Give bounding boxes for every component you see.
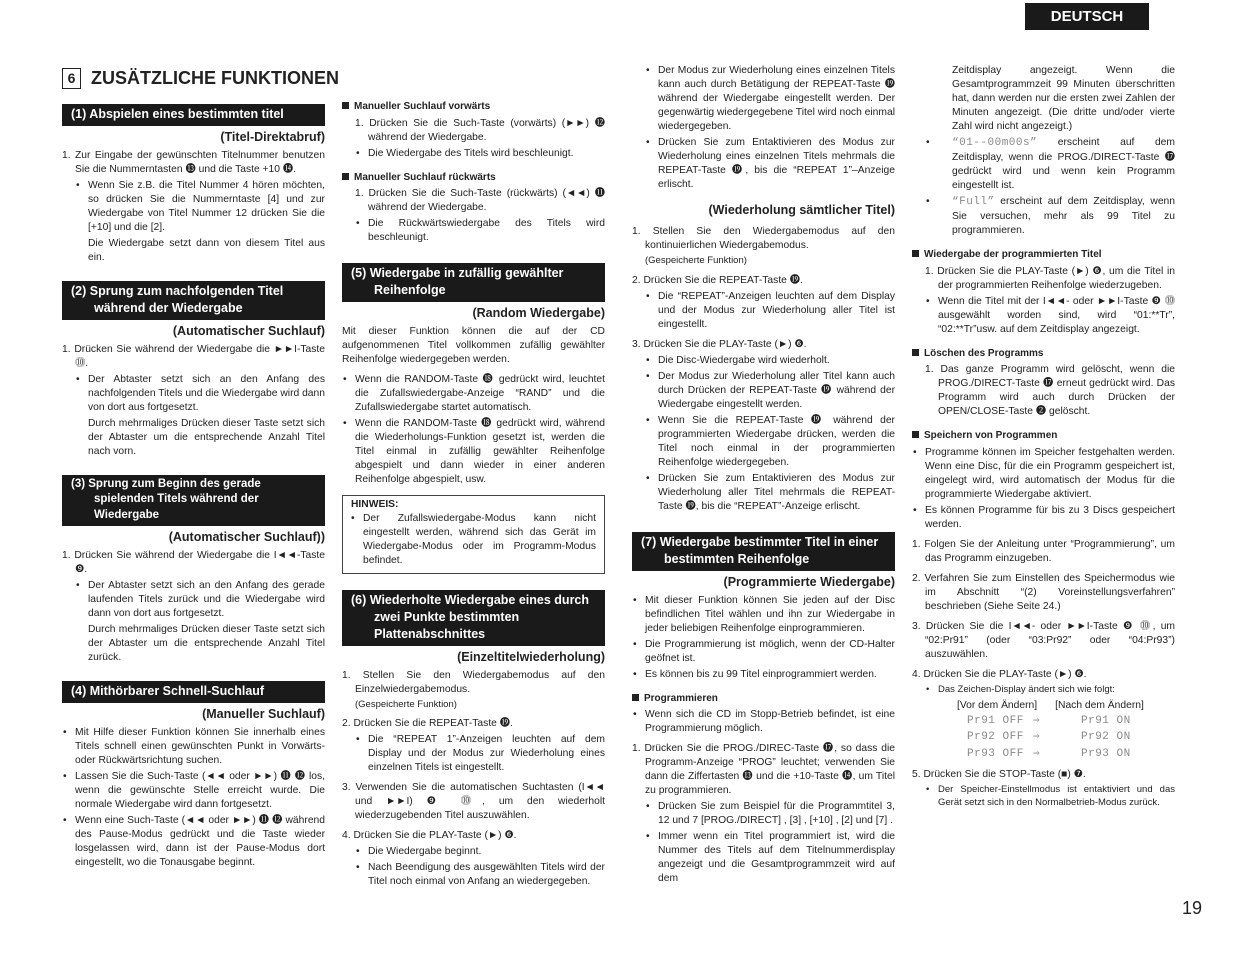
display-row (912, 746, 1175, 763)
arrow-icon: ⇒ (1033, 747, 1041, 760)
note-heading: HINWEIS: (351, 498, 399, 510)
bullet: • Programme können im Speicher festgehalten werden. Wenn eine Disc, für die ein Programm gespeichert ist, eingelegt wird, wird automatisch der Modus für die programmierte Wiedergabe aktiviert. (912, 446, 1175, 502)
section-6-subtitle: (Einzeltitelwiederholung) (457, 649, 605, 664)
bullet: • Der Abtaster setzt sich an den Anfang des nachfolgenden Titels und die Wiedergabe wird dann von dort aus fortgesetzt. (62, 373, 325, 415)
subsection-heading: Wiedergabe der programmierten Titel (912, 248, 1175, 262)
repeat-all-subtitle: (Wiederholung sämtlicher Titel) (708, 203, 895, 217)
lcd-text: “01--00m00s” (952, 137, 1038, 149)
bullet-text: erscheint auf dem Zeitdisplay, wenn die PROG./DIRECT-Taste ⓱ gedrückt wird und wenn kein Programm eingestellt ist. (952, 137, 1175, 191)
step: 1. Drücken Sie während der Wiedergabe die ►►I-Taste ⓾. (62, 343, 325, 369)
after-value: Pr92 ON (1081, 731, 1131, 744)
section-4-subtitle: (Manueller Suchlauf) (202, 707, 325, 722)
note-box (342, 495, 605, 574)
chapter-heading (62, 66, 339, 90)
bullet: • Wenn die Titel mit der I◄◄- oder ►►I-Taste ❾ ⓾ ausgewählt worden sind, wird “01:**Tr”, “02:**Tr”usw. auf dem Zeitdisplay angezeigt. (912, 295, 1175, 337)
column-1 (62, 104, 325, 872)
paragraph: Die Wiedergabe setzt dann von diesem Titel aus ein. (88, 237, 325, 263)
before-value: Pr93 OFF (967, 747, 1024, 760)
bullet: • Wenn die RANDOM-Taste ⓲ gedrückt wird, leuchtet die Zufallswiedergabe-Anzeige “RAND” und die Zufallswiedergabe startet automatisch. (342, 373, 605, 415)
section-2-heading: (2) Sprung zum nachfolgenden Titel während der Wiedergabe (62, 281, 325, 320)
section-3-subtitle: (Automatischer Suchlauf)) (168, 530, 325, 545)
section-1-heading: (1) Abspielen eines bestimmten titel (62, 104, 325, 126)
subsection-heading: Speichern von Programmen (912, 429, 1175, 443)
subsection-heading: Programmieren (632, 692, 895, 706)
after-value: Pr93 ON (1081, 747, 1131, 760)
bullet: • Die Rückwärtswiedergabe des Titels wird beschleunigt. (342, 217, 605, 245)
bullet: • Die Programmierung ist möglich, wenn der CD-Halter geöfnet ist. (632, 638, 895, 666)
bullet: • Das Zeichen-Display ändert sich wie folgt: (912, 684, 1175, 697)
subsection-heading: Löschen des Programms (912, 347, 1175, 361)
before-label: [Vor dem Ändern] (957, 699, 1038, 711)
bullet: • Drücken Sie zum Entaktivieren des Modus zur Wiederholung aller Titel mehrmals die REPEAT-Taste ⓳, bis die “REPEAT”-Anzeige erlischt. (632, 472, 895, 514)
step: 1. Drücken Sie die Such-Taste (rückwärts) (◄◄) ⓫ während der Wiedergabe. (355, 188, 605, 214)
column-3 (632, 64, 895, 888)
chapter-number: 6 (62, 68, 81, 89)
step: 1. Stellen Sie den Wiedergabemodus auf den Einzelwiedergabemodus. (342, 669, 605, 695)
display-row (912, 713, 1175, 730)
bullet: • Wenn Sie die REPEAT-Taste ⓳ während der programmierten Wiedergabe drücken, werden die Titel noch einmal in der programmierten Reihenfolge wiedergegeben. (632, 414, 895, 470)
bullet: • Der Abtaster setzt sich an den Anfang des gerade laufenden Titels zurück und die Wiedergabe wird dann von dort aus fortgesetzt. (62, 579, 325, 621)
bullet-text: erscheint auf dem Zeitdisplay, wenn Sie versuchen, mehr als 99 Titel zu programmieren. (952, 195, 1175, 236)
page-number: 19 (1181, 898, 1202, 918)
bullet: • Die “REPEAT”-Anzeigen leuchten auf dem Display und der Modus zur Wiederholung aller Titel ist eingestellt. (632, 290, 895, 332)
step: 1. Folgen Sie der Anleitung unter “Programmierung”, um das Programm einzugeben. (912, 538, 1175, 564)
bullet: • Wenn eine Such-Taste (◄◄ oder ►►) ⓫ ⓬ während des Pause-Modus gedrückt und die Taste wieder losgelassen wird, dann ist der Pause-Modus dort eingestellt, wo die Tonausgabe beginnt. (62, 814, 325, 870)
bullet: • Immer wenn ein Titel programmiert ist, wird die Nummer des Titels auf dem Titelnummerdisplay angezeigt und die Gesamtprogrammzeit wird auf dem (632, 830, 895, 886)
bullet: • Es können Programme für bis zu 3 Discs gespeichert werden. (912, 504, 1175, 532)
display-change-header (912, 699, 1175, 713)
bullet: • Drücken Sie zum Entaktivieren des Modus zur Wiederholung eines einzelnen Titels mehrmals die REPEAT-Taste ⓳, bis die “REPEAT 1”–Anzeige erlischt. (632, 136, 895, 192)
column-4 (912, 64, 1175, 812)
paragraph: Durch mehrmaliges Drücken dieser Taste setzt sich der Abtaster um die entsprechende Anzahl Titel nach vorn. (88, 417, 325, 457)
paragraph: (Gespeicherte Funktion) (355, 698, 457, 710)
bullet: • Der Zufallswiedergabe-Modus kann nicht eingestellt werden, während sich das Gerät im Wiedergabe-Modus oder im Programm-Modus befindet. (351, 512, 596, 568)
step: 1. Drücken Sie die PROG./DIREC-Taste ⓱, so dass die Programm-Anzeige “PROG” leuchtet; verwenden Sie dann die Ziffertasten ⓭ und die +10-Taste ⓮, um Titel zu programmieren. (632, 743, 895, 797)
display-row (912, 729, 1175, 746)
bullet: • Es können bis zu 99 Titel einprogrammiert werden. (632, 668, 895, 682)
arrow-icon: ⇒ (1033, 731, 1041, 744)
lcd-text: “Full” (952, 195, 995, 208)
step: 1. Drücken Sie die Such-Taste (vorwärts) (►►) ⓬ während der Wiedergabe. (355, 117, 605, 143)
step: 1. Das ganze Programm wird gelöscht, wenn die PROG./DIRECT-Taste ⓱ erneut gedrückt wird. Das Programm wird auch durch Drücken der OPEN/CLOSE-Taste ❷ gelöscht. (925, 364, 1175, 418)
bullet: • Die Disc-Wiedergabe wird wiederholt. (632, 354, 895, 368)
step: 2. Drücken Sie die REPEAT-Taste ⓳. (342, 718, 513, 730)
section-5-subtitle: (Random Wiedergabe) (472, 305, 605, 320)
bullet: • Lassen Sie die Such-Taste (◄◄ oder ►►) ⓫ ⓬ los, wenn die gewünschte Stelle erreicht wurde. Die normale Wiedergabe wird dann fortgesetzt. (62, 770, 325, 812)
before-value: Pr92 OFF (967, 731, 1024, 744)
bullet: • Mit dieser Funktion können Sie jeden auf der Disc befindlichen Titel wählen und ihn zur Wiedergabe in jeder beliebigen Reihenfolge einprogrammieren. (632, 594, 895, 636)
bullet: • Die Wiedergabe des Titels wird beschleunigt. (342, 147, 605, 161)
section-7-heading: (7) Wiedergabe bestimmter Titel in einer bestimmten Reihenfolge (632, 532, 895, 571)
step: 3. Drücken Sie die PLAY-Taste (►) ❻. (632, 338, 807, 350)
column-2 (342, 100, 605, 891)
language-tab: DEUTSCH (1025, 3, 1149, 30)
section-3-heading: (3) Sprung zum Beginn des gerade spielenden Titels während der Wiedergabe (62, 475, 325, 527)
after-label: [Nach dem Ändern] (1055, 699, 1144, 711)
bullet (912, 136, 1175, 193)
bullet: • Nach Beendigung des ausgewählten Titels wird der Titel noch einmal von Anfang an wiedergegeben. (342, 861, 605, 889)
step: 3. Drücken Sie die I◄◄- oder ►►I-Taste ❾ ⓾, um “02:Pr91” (oder “03:Pr92” oder “04:Pr93”) auszuwählen. (912, 620, 1175, 660)
arrow-icon: ⇒ (1033, 714, 1041, 727)
step: 3. Verwenden Sie die automatischen Suchtasten (I◄◄ und ►►I) ❾ ⓾, um den wiederholt wiederzugebenden Titel auszuwählen. (342, 782, 605, 822)
subsection-heading: Manueller Suchlauf rückwärts (342, 171, 605, 185)
bullet: • Mit Hilfe dieser Funktion können Sie innerhalb eines Titels schnell einen gewünschten Punkt in Vorwärts- oder Rückwärtsrichtung suchen. (62, 726, 325, 768)
section-4-heading: (4) Mithörbarer Schnell-Suchlauf (62, 681, 325, 703)
step: 1. Drücken Sie während der Wiedergabe die I◄◄-Taste ❾. (62, 550, 325, 576)
section-1-subtitle: (Titel-Direktabruf) (220, 129, 325, 144)
bullet: • Wenn sich die CD im Stopp-Betrieb befindet, ist eine Programmierung möglich. (632, 708, 895, 736)
paragraph: Zeitdisplay angezeigt. Wenn die Gesamtprogrammzeit 99 Minuten überschritten hat, dann werden nur die ersten zwei Zahlen der Minuten angezeigt. (Die dritte und/oder vierte Zahl wird nicht angezeigt.) (952, 65, 1175, 132)
chapter-title: ZUSÄTZLICHE FUNKTIONEN (91, 68, 339, 88)
step: 4. Drücken Sie die PLAY-Taste (►) ❻. (342, 830, 517, 842)
paragraph: Mit dieser Funktion können die auf der CD aufgenommenen Titel vollkommen zufällig gewählter Reihenfolge wiedergegeben werden. (342, 325, 605, 365)
bullet: • Die Wiedergabe beginnt. (342, 845, 605, 859)
step: 1. Stellen Sie den Wiedergabemodus auf den kontinuierlichen Wiedergabemodus. (632, 226, 895, 251)
before-value: Pr91 OFF (967, 714, 1024, 727)
paragraph: Durch mehrmaliges Drücken dieser Taste setzt sich der Abtaster um die entsprechende Anzahl Titel zurück. (88, 624, 325, 664)
section-7-subtitle: (Programmierte Wiedergabe) (723, 574, 895, 589)
section-6-heading: (6) Wiederholte Wiedergabe eines durch zwei Punkte bestimmten Plattenabschnittes (342, 590, 605, 646)
bullet: • Die “REPEAT 1”-Anzeigen leuchten auf dem Display und der Modus zur Wiederholung eines einzelnen Titels ist eingestellt. (342, 733, 605, 775)
bullet: • Der Modus zur Wiederholung aller Titel kann auch durch Drücken der REPEAT-Taste ⓳ während der Wiedergabe eingestellt werden. (632, 370, 895, 412)
section-2-subtitle: (Automatischer Suchlauf) (172, 323, 325, 338)
bullet: • Der Modus zur Wiederholung eines einzelnen Titels kann auch durch Betätigung der REPEAT-Taste ⓳ während der Wiedergabe eingestellt werden. Der gegenwärtig wiedergegebene Titel wird noch einmal wiedergegeben. (632, 64, 895, 134)
bullet: • Drücken Sie zum Beispiel für die Programmtitel 3, 12 und 7 [PROG./DIRECT] , [3] , [+10] , [2] und [7] . (632, 800, 895, 828)
step: 2. Verfahren Sie zum Einstellen des Speichermodus wie im Abschnitt “(2) Voreinstellungsverfahren” beschrieben (Siehe Seite 24.) (912, 572, 1175, 612)
bullet: • Wenn die RANDOM-Taste ⓲ gedrückt wird, während die Wiederholungs-Funktion gesetzt ist, werden die Titel einmal in zufällig gewählter Reihenfolge abgespielt und dann wieder in einer anderen Reihenfolge abgespielt, usw. (342, 417, 605, 487)
bullet (912, 195, 1175, 238)
after-value: Pr91 ON (1081, 714, 1131, 727)
bullet: • Wenn Sie z.B. die Titel Nummer 4 hören möchten, so drücken Sie die Nummerntaste [4] und zur Wiedergabe von Titel Nummer 12 drücken Sie die [+10] und die [2]. (62, 179, 325, 235)
paragraph: (Gespeicherte Funktion) (645, 255, 747, 266)
step: 2. Drücken Sie die REPEAT-Taste ⓳. (632, 274, 803, 286)
step: 5. Drücken Sie die STOP-Taste (■) ❼. (912, 769, 1086, 781)
step: 4. Drücken Sie die PLAY-Taste (►) ❻. (912, 668, 1087, 680)
step: 1. Zur Eingabe der gewünschten Titelnummer benutzen Sie die Nummerntasten ⓭ und die Taste +10 ⓮. (62, 149, 325, 175)
subsection-heading: Manueller Suchlauf vorwärts (342, 100, 605, 114)
step: 1. Drücken Sie die PLAY-Taste (►) ❻, um die Titel in der programmierten Reihenfolge wiederzugeben. (925, 265, 1175, 291)
bullet: • Der Speicher-Einstellmodus ist entaktiviert und das Gerät setzt sich in den Normalbetrieb-Modus zurück. (912, 784, 1175, 810)
section-5-heading: (5) Wiedergabe in zufällig gewählter Reihenfolge (342, 263, 605, 302)
